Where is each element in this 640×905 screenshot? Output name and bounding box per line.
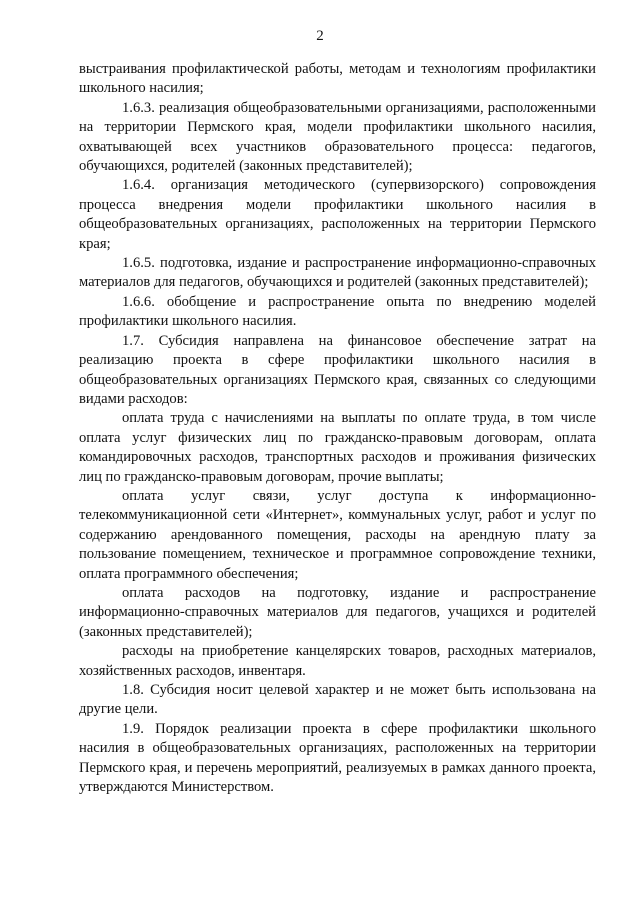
paragraph-1-6-3: 1.6.3. реализация общеобразовательными организациями, расположенными на территории Пермского края, модели профилактики школьного насилия, охватывающей всех участников образовательного процесса: педагогов, обучающихся, родителей (законных представителей); — [79, 99, 596, 175]
page-number: 2 — [316, 28, 324, 44]
expense-item-supplies: расходы на приобретение канцелярских товаров, расходных материалов, хозяйственных расходов, инвентаря. — [79, 643, 596, 679]
expense-item-labor: оплата труда с начислениями на выплаты по оплате труда, в том числе оплата услуг физических лиц по гражданско-правовым договорам, оплата командировочных расходов, транспортных расходов и проживания физических лиц по гражданско-правовым договорам, прочие выплаты; — [79, 410, 596, 485]
document-body — [79, 60, 596, 797]
paragraph-1-7: 1.7. Субсидия направлена на финансовое обеспечение затрат на реализацию проекта в сфере профилактики школьного насилия в общеобразовательных организациях Пермского края, связанных со следующими видами расходов: — [79, 332, 596, 407]
expense-item-communications: оплата услуг связи, услуг доступа к информационно-телекоммуникационной сети «Интернет», коммунальных услуг, работ и услуг по содержанию арендованного помещения, расходы на арендную плату за пользование помещением, техническое и программное сопровождение техники, оплата программного обеспечения; — [79, 487, 596, 582]
paragraph-1-6-6: 1.6.6. обобщение и распространение опыта по внедрению моделей профилактики школьного насилия. — [79, 293, 596, 330]
paragraph-1-6-4: 1.6.4. организация методического (супервизорского) сопровождения процесса внедрения модели профилактики школьного насилия в общеобразовательных организациях, расположенных на территории Пермского края; — [79, 177, 596, 252]
paragraph-1-9: 1.9. Порядок реализации проекта в сфере профилактики школьного насилия в общеобразовательных организациях, расположенных на территории Пермского края, и перечень мероприятий, реализуемых в рамках данного проекта, утверждаются Министерством. — [79, 720, 596, 796]
expense-item-publishing: оплата расходов на подготовку, издание и распространение информационно-справочных материалов для педагогов, учащихся и родителей (законных представителей); — [79, 584, 596, 640]
paragraph-continuation: выстраивания профилактической работы, методам и технологиям профилактики школьного насилия; — [79, 61, 596, 97]
paragraph-1-6-5: 1.6.5. подготовка, издание и распространение информационно-справочных материалов для педагогов, обучающихся и родителей (законных представителей); — [79, 255, 596, 291]
paragraph-1-8: 1.8. Субсидия носит целевой характер и не может быть использована на другие цели. — [79, 682, 596, 718]
